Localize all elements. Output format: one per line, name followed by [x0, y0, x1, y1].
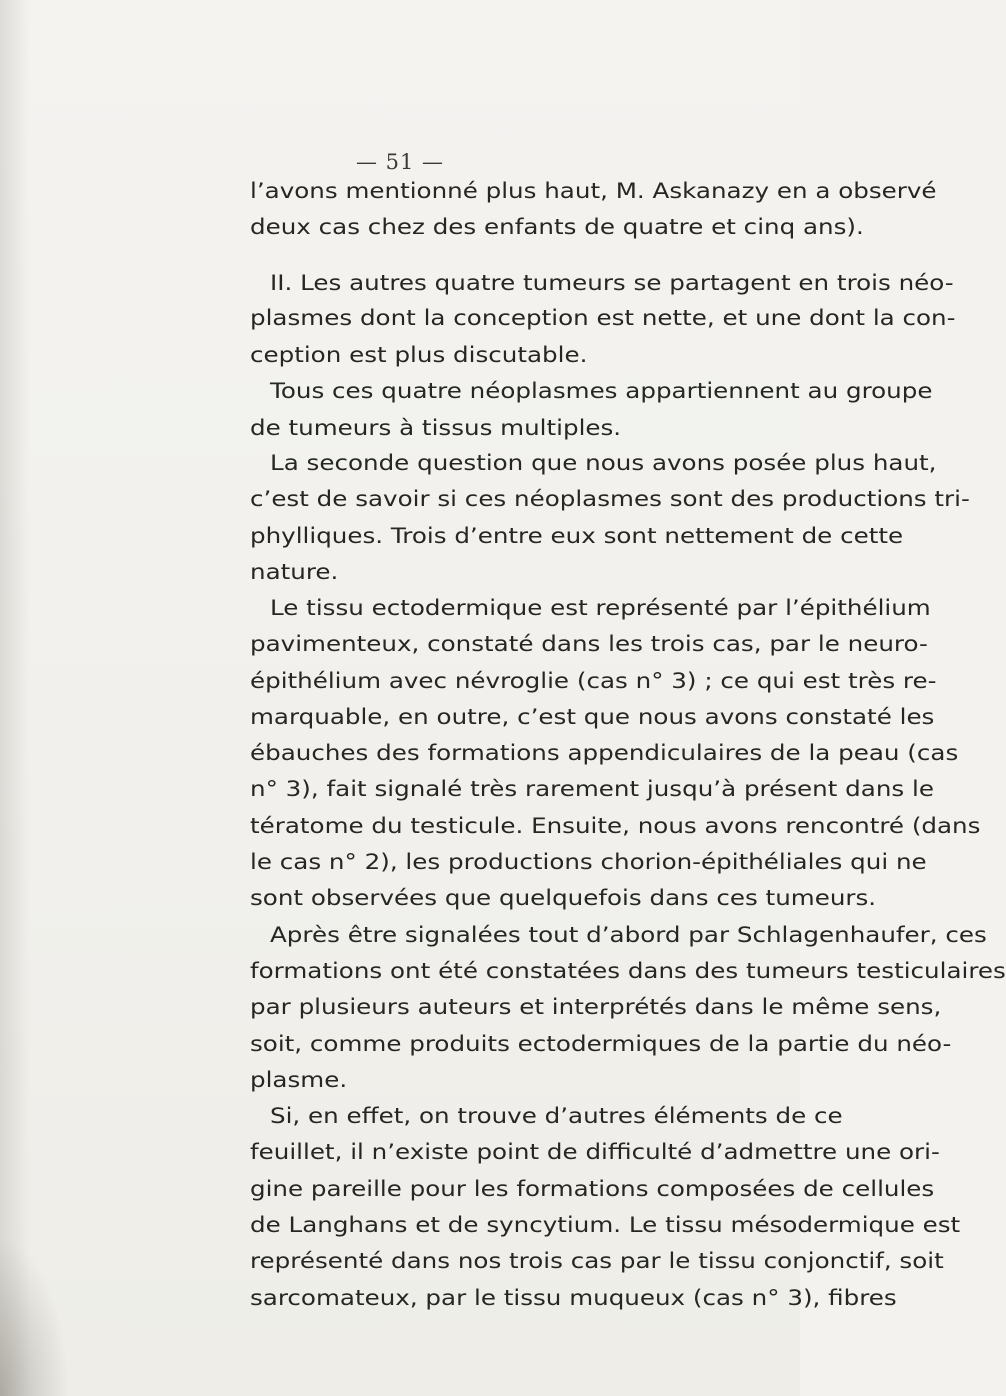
text-line: formations ont été constatées dans des tumeurs testiculaires	[250, 959, 1006, 983]
text-line: l’avons mentionné plus haut, M. Askanazy en a observé	[250, 179, 937, 203]
text-line: épithélium avec névroglie (cas n° 3) ; ce qui est très re-	[250, 669, 937, 693]
text-line: le cas n° 2), les productions chorion-épithéliales qui ne	[250, 850, 927, 874]
text-line: par plusieurs auteurs et interprétés dans le même sens,	[250, 995, 942, 1019]
text-line: ception est plus discutable.	[250, 343, 588, 367]
text-line: marquable, en outre, c’est que nous avons constaté les	[250, 705, 935, 729]
text-line: La seconde question que nous avons posée plus haut,	[269, 451, 937, 475]
text-line: nature.	[250, 560, 339, 584]
text-line: feuillet, il n’existe point de difficulté d’admettre une ori-	[250, 1140, 940, 1164]
text-line: plasmes dont la conception est nette, et une dont la con-	[250, 306, 956, 330]
text-line: Après être signalées tout d’abord par Schlagenhaufer, ces	[269, 923, 987, 947]
text-line: gine pareille pour les formations composées de cellules	[250, 1177, 935, 1201]
text-line: plasme.	[250, 1068, 348, 1092]
text-line: sont observées que quelquefois dans ces tumeurs.	[250, 886, 877, 910]
text-line: Le tissu ectodermique est représenté par l’épithélium	[269, 596, 931, 620]
text-line: de Langhans et de syncytium. Le tissu mésodermique est	[250, 1213, 961, 1237]
text-line: Tous ces quatre néoplasmes appartiennent au groupe	[269, 379, 933, 403]
text-line: II. Les autres quatre tumeurs se partagent en trois néo-	[269, 271, 954, 295]
text-line: c’est de savoir si ces néoplasmes sont des productions tri-	[250, 487, 970, 511]
page-edge-shadow	[0, 0, 30, 1396]
body-text	[250, 176, 1006, 1316]
page-number: — 51 —	[355, 150, 445, 174]
text-line: de tumeurs à tissus multiples.	[250, 416, 622, 440]
text-line: soit, comme produits ectodermiques de la partie du néo-	[250, 1032, 952, 1056]
text-line: tératome du testicule. Ensuite, nous avons rencontré (dans	[250, 814, 981, 838]
text-line: représenté dans nos trois cas par le tissu conjonctif, soit	[250, 1249, 944, 1273]
text-line: pavimenteux, constaté dans les trois cas, par le neuro-	[250, 632, 928, 656]
text-line: n° 3), fait signalé très rarement jusqu’à présent dans le	[250, 777, 934, 801]
text-line: deux cas chez des enfants de quatre et cinq ans).	[250, 215, 864, 239]
page-corner-shadow	[0, 1236, 70, 1396]
text-line: sarcomateux, par le tissu muqueux (cas n° 3), fibres	[250, 1286, 897, 1310]
text-line: phylliques. Trois d’entre eux sont nettement de cette	[250, 524, 904, 548]
text-line: ébauches des formations appendiculaires de la peau (cas	[250, 741, 959, 765]
text-line: Si, en effet, on trouve d’autres éléments de ce	[269, 1104, 843, 1128]
